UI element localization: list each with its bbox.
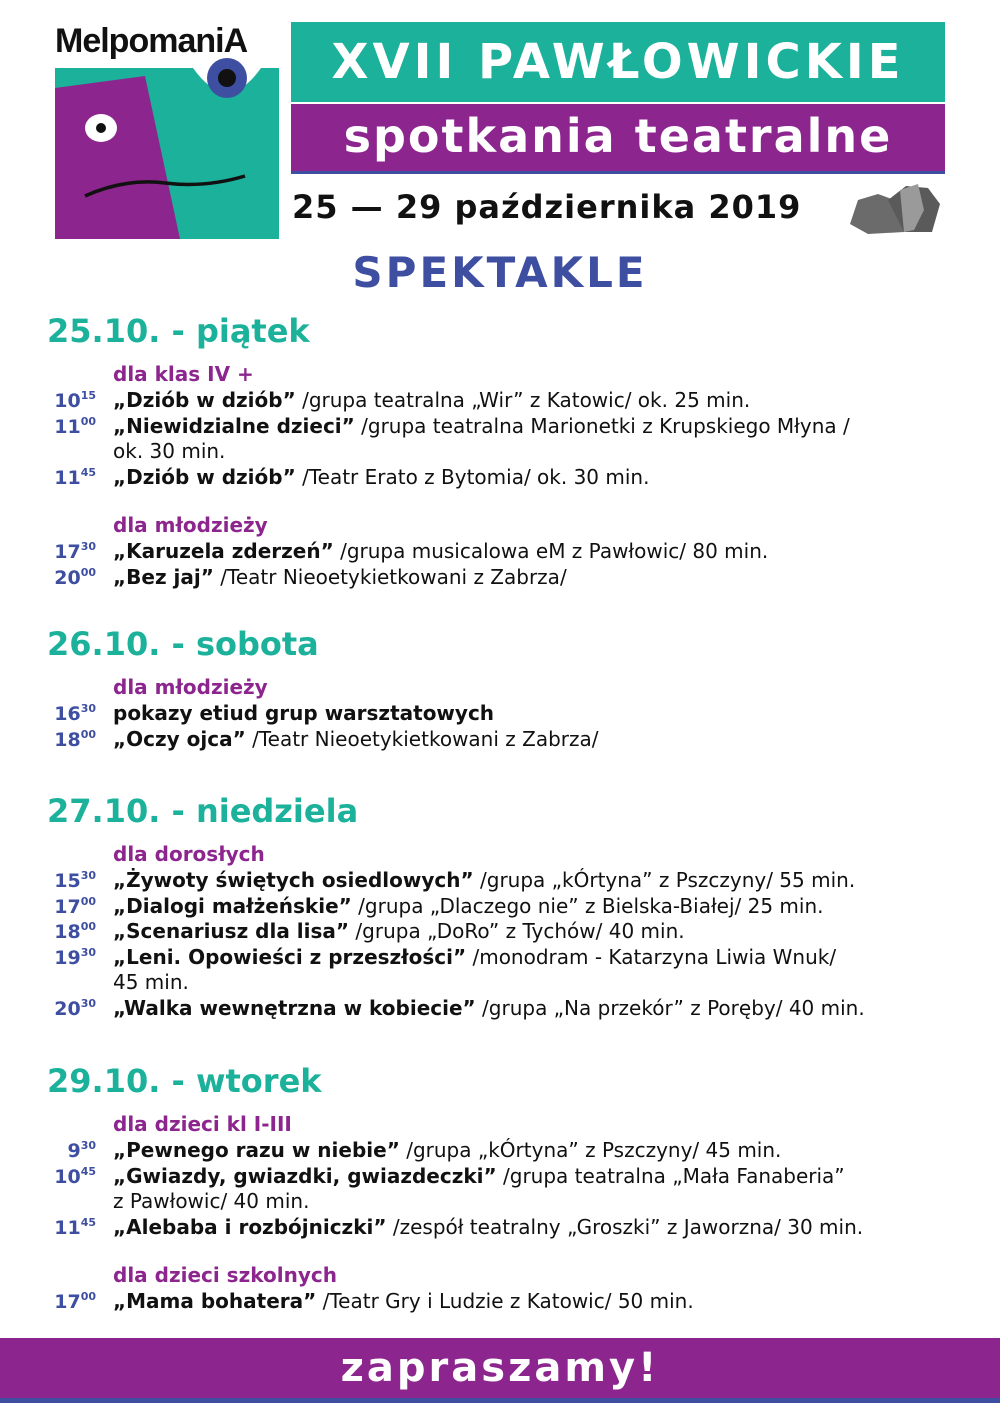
event-line <box>113 1164 845 1188</box>
day-heading: 26.10. - sobota <box>47 625 319 663</box>
footer-text: zapraszamy! <box>340 1345 660 1391</box>
event-line <box>113 539 768 563</box>
event-hour: 11 <box>54 466 81 489</box>
event-details-continued: 45 min. <box>113 970 189 994</box>
event-time <box>0 390 96 412</box>
event-details: /Teatr Nieoetykietkowani z Zabrza/ <box>245 726 599 751</box>
event-time <box>0 998 96 1020</box>
event-line <box>113 727 599 751</box>
event-details: /grupa „kÓrtyna” z Pszczyny/ 55 min. <box>473 868 856 892</box>
event-line <box>113 465 649 489</box>
event-details: /grupa „Na przekór” z Poręby/ 40 min. <box>475 995 865 1020</box>
event-minute: 45 <box>80 1164 96 1178</box>
event-minute: 00 <box>80 565 96 579</box>
event-title: „Oczy ojca” <box>113 726 246 751</box>
event-time <box>0 467 96 489</box>
event-line <box>113 388 750 412</box>
event-details: /grupa teatralna „Wir” z Katowic/ ok. 25 min. <box>295 388 751 412</box>
event-details: /Teatr Erato z Bytomia/ ok. 30 min. <box>295 464 650 489</box>
logo-text: MelpomaniA <box>55 22 248 60</box>
event-time <box>0 947 96 969</box>
event-minute: 30 <box>80 869 96 882</box>
audience-label: dla dzieci szkolnych <box>113 1263 337 1287</box>
event-line <box>113 701 494 725</box>
event-time <box>0 921 96 943</box>
event-time <box>0 1291 96 1313</box>
audience-label: dla młodzieży <box>113 513 268 537</box>
event-minute: 45 <box>80 1215 96 1229</box>
event-details: /grupa „DoRo” z Tychów/ 40 min. <box>349 919 685 943</box>
event-hour: 16 <box>54 703 81 725</box>
festival-title: XVII PAWŁOWICKIE <box>331 34 905 90</box>
event-time <box>0 1166 96 1188</box>
event-minute: 00 <box>80 727 96 741</box>
day-heading: 25.10. - piątek <box>47 312 310 350</box>
festival-dates: 25 — 29 października 2019 <box>292 188 802 226</box>
event-details: /grupa teatralna „Mała Fanaberia” <box>496 1163 845 1188</box>
event-time <box>0 729 96 751</box>
event-minute: 45 <box>80 465 96 479</box>
event-details-continued: ok. 30 min. <box>113 439 226 463</box>
day-heading: 27.10. - niedziela <box>47 792 359 830</box>
event-title: „Dziób w dziób” <box>113 464 296 489</box>
event-hour: 10 <box>54 390 81 412</box>
event-hour: 17 <box>54 1291 81 1313</box>
event-hour: 11 <box>54 415 81 438</box>
event-line <box>113 1215 863 1239</box>
event-title: „Dialogi małżeńskie” <box>113 893 352 918</box>
event-line <box>113 945 836 969</box>
event-line <box>113 894 823 918</box>
event-title: „Leni. Opowieści z przeszłości” <box>113 944 467 969</box>
event-title: „Karuzela zderzeń” <box>113 539 334 563</box>
event-minute: 30 <box>80 702 96 715</box>
event-details: /monodram - Katarzyna Liwia Wnuk/ <box>466 944 837 969</box>
event-title: „Scenariusz dla lisa” <box>113 919 350 943</box>
event-line <box>113 1289 694 1313</box>
event-minute: 00 <box>80 414 96 428</box>
event-minute: 30 <box>80 1139 96 1152</box>
event-details: /zespół teatralny „Groszki” z Jaworzna/ 30 min. <box>386 1214 864 1239</box>
event-title: „Żywoty świętych osiedlowych” <box>113 868 474 892</box>
event-hour: 11 <box>54 1216 81 1239</box>
event-time <box>0 1140 96 1162</box>
event-line <box>113 868 855 892</box>
event-title: „Alebaba i rozbójniczki” <box>113 1214 387 1239</box>
event-time <box>0 870 96 892</box>
event-hour: 20 <box>54 566 81 589</box>
event-title: „Walka wewnętrzna w kobiecie” <box>113 995 476 1020</box>
audience-label: dla młodzieży <box>113 675 268 699</box>
event-line <box>113 919 685 943</box>
event-title: „Pewnego razu w niebie” <box>113 1138 400 1162</box>
event-line <box>113 996 865 1020</box>
audience-label: dla klas IV + <box>113 362 254 386</box>
event-title: „Dziób w dziób” <box>113 388 296 412</box>
event-hour: 9 <box>67 1140 81 1162</box>
event-line <box>113 1138 781 1162</box>
event-details: /grupa teatralna Marionetki z Krupskiego Młyna / <box>354 413 850 438</box>
event-hour: 18 <box>54 728 81 751</box>
event-line <box>113 414 850 438</box>
event-time <box>0 416 96 438</box>
event-hour: 20 <box>54 997 81 1020</box>
event-minute: 15 <box>80 389 96 402</box>
festival-subtitle: spotkania teatralne <box>343 109 893 163</box>
event-hour: 17 <box>54 895 81 918</box>
event-minute: 30 <box>80 945 96 959</box>
event-time <box>0 541 96 563</box>
event-title: pokazy etiud grup warsztatowych <box>113 701 495 725</box>
event-title: „Mama bohatera” <box>113 1289 317 1313</box>
event-details: /grupa „Dlaczego nie” z Bielska-Białej/ 25 min. <box>351 893 824 918</box>
event-details: /Teatr Nieoetykietkowani z Zabrza/ <box>213 564 567 589</box>
event-hour: 10 <box>54 1165 81 1188</box>
event-minute: 30 <box>80 996 96 1010</box>
audience-label: dla dorosłych <box>113 842 265 866</box>
event-time <box>0 1217 96 1239</box>
event-details: /grupa musicalowa eM z Pawłowic/ 80 min. <box>333 539 769 563</box>
event-hour: 19 <box>54 946 81 969</box>
event-title: „Bez jaj” <box>113 564 214 589</box>
event-minute: 00 <box>80 1290 96 1303</box>
event-hour: 15 <box>54 870 81 892</box>
event-time <box>0 896 96 918</box>
event-hour: 18 <box>54 921 81 943</box>
event-minute: 00 <box>80 894 96 908</box>
event-line <box>113 565 567 589</box>
event-minute: 30 <box>80 540 96 553</box>
event-title: „Niewidzialne dzieci” <box>113 413 355 438</box>
event-minute: 00 <box>80 920 96 933</box>
audience-label: dla dzieci kl I-III <box>113 1112 292 1136</box>
rocks-icon <box>848 180 943 238</box>
event-title: „Gwiazdy, gwiazdki, gwiazdeczki” <box>113 1163 497 1188</box>
event-time <box>0 567 96 589</box>
event-details-continued: z Pawłowic/ 40 min. <box>113 1189 310 1213</box>
section-title: SPEKTAKLE <box>352 248 648 297</box>
footer-line <box>0 1398 1000 1403</box>
day-heading: 29.10. - wtorek <box>47 1062 322 1100</box>
event-details: /grupa „kÓrtyna” z Pszczyny/ 45 min. <box>399 1138 782 1162</box>
event-details: /Teatr Gry i Ludzie z Katowic/ 50 min. <box>316 1289 694 1313</box>
event-time <box>0 703 96 725</box>
event-hour: 17 <box>54 541 81 563</box>
